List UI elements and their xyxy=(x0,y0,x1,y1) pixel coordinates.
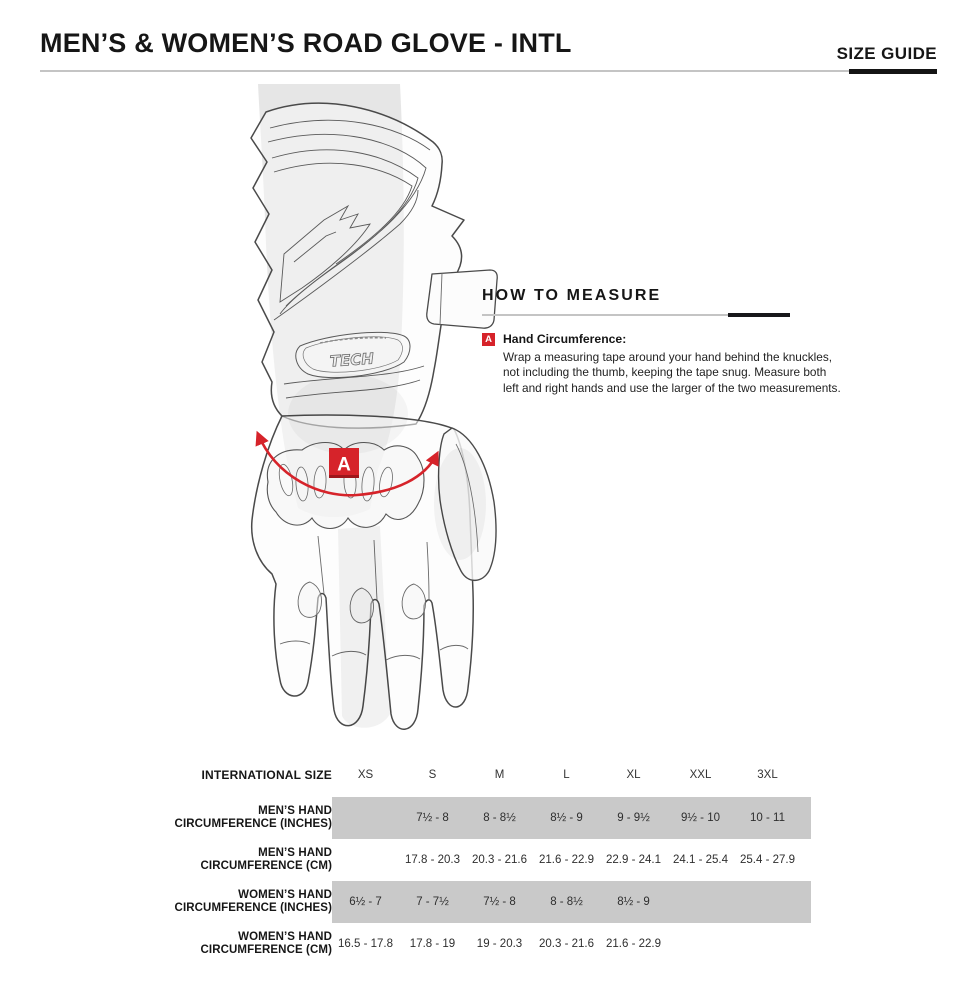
glove-illustration xyxy=(228,84,512,746)
row-label-line: CIRCUMFERENCE (INCHES) xyxy=(174,902,332,914)
row-label xyxy=(158,797,332,839)
size-cell: 8½ - 9 xyxy=(550,812,583,824)
size-cell: 9½ - 10 xyxy=(681,812,720,824)
size-cell: 17.8 - 19 xyxy=(409,938,456,950)
size-cell: 7½ - 8 xyxy=(416,812,449,824)
measure-instructions xyxy=(503,350,841,396)
row-label xyxy=(158,881,332,923)
row-values xyxy=(332,923,811,965)
how-to-measure-section xyxy=(482,287,841,396)
row-label-line: WOMEN’S HAND xyxy=(238,888,332,901)
size-cell: 19 - 20.3 xyxy=(476,938,523,950)
column-header: L xyxy=(563,769,570,781)
how-to-measure-rule-accent xyxy=(728,313,790,317)
row-label xyxy=(158,923,332,965)
size-cell: 8 - 8½ xyxy=(550,896,583,908)
size-cell: 10 - 11 xyxy=(750,812,785,824)
row-label-line: MEN’S HAND xyxy=(258,804,332,817)
measure-item-content xyxy=(503,332,841,396)
row-label xyxy=(158,839,332,881)
tech-patch-text: TECH xyxy=(329,349,375,371)
size-cell: 22.9 - 24.1 xyxy=(606,854,661,866)
instruction-line: left and right hands and use the larger of the two measurements. xyxy=(503,380,841,395)
size-cell: 21.6 - 22.9 xyxy=(606,938,661,950)
size-cell: 9 - 9½ xyxy=(617,812,650,824)
row-label-line: MEN’S HAND xyxy=(258,846,332,859)
size-cell: 7 - 7½ xyxy=(416,896,449,908)
measure-item-hand-circumference xyxy=(482,332,841,396)
table-row xyxy=(158,839,818,881)
instruction-line: not including the thumb, keeping the tape snug. Measure both xyxy=(503,365,827,380)
instruction-line: Wrap a measuring tape around your hand behind the knuckles, xyxy=(503,350,832,364)
size-table-header-label: INTERNATIONAL SIZE xyxy=(201,768,332,782)
glove-svg xyxy=(228,84,512,746)
column-header: XXL xyxy=(689,769,712,781)
column-header: XS xyxy=(357,769,374,781)
row-label-line: CIRCUMFERENCE (CM) xyxy=(200,944,332,956)
table-row xyxy=(158,923,818,965)
header-rule xyxy=(40,70,937,72)
size-cell: 6½ - 7 xyxy=(349,896,382,908)
row-label-line: WOMEN’S HAND xyxy=(238,930,332,943)
size-cell: 20.3 - 21.6 xyxy=(539,938,594,950)
size-cell: 8 - 8½ xyxy=(483,812,516,824)
size-cell: 24.1 - 25.4 xyxy=(673,854,728,866)
size-cell: 20.3 - 21.6 xyxy=(472,854,527,866)
measure-marker-a-label: A xyxy=(337,454,351,476)
size-table-body xyxy=(158,797,818,965)
size-table-header-row xyxy=(158,760,818,790)
how-to-measure-rule xyxy=(482,314,790,316)
how-to-measure-title: HOW TO MEASURE xyxy=(482,287,662,304)
page-title: MEN’S & WOMEN’S ROAD GLOVE - INTL xyxy=(40,28,572,58)
size-cell: 16.5 - 17.8 xyxy=(338,938,393,950)
marker-a-badge: A xyxy=(482,333,495,346)
row-label-line: CIRCUMFERENCE (INCHES) xyxy=(174,818,332,830)
table-row xyxy=(158,881,818,923)
measure-item-title: Hand Circumference: xyxy=(503,332,627,346)
table-row xyxy=(158,797,818,839)
column-header: 3XL xyxy=(757,769,778,781)
size-cell: 7½ - 8 xyxy=(483,896,516,908)
measure-marker-a xyxy=(329,448,359,478)
size-cell: 21.6 - 22.9 xyxy=(539,854,594,866)
header-rule-accent xyxy=(849,69,937,74)
column-header: M xyxy=(494,769,505,781)
column-header: S xyxy=(428,769,437,781)
size-table-column-headers xyxy=(332,769,801,781)
size-table xyxy=(158,760,818,965)
row-values xyxy=(332,881,811,923)
row-values xyxy=(332,797,811,839)
size-cell: 25.4 - 27.9 xyxy=(740,854,795,866)
column-header: XL xyxy=(626,769,641,781)
row-values xyxy=(332,839,811,881)
row-label-line: CIRCUMFERENCE (CM) xyxy=(200,860,332,872)
size-cell: 8½ - 9 xyxy=(617,896,650,908)
size-cell: 17.8 - 20.3 xyxy=(405,854,460,866)
size-guide-label: SIZE GUIDE xyxy=(836,44,937,63)
